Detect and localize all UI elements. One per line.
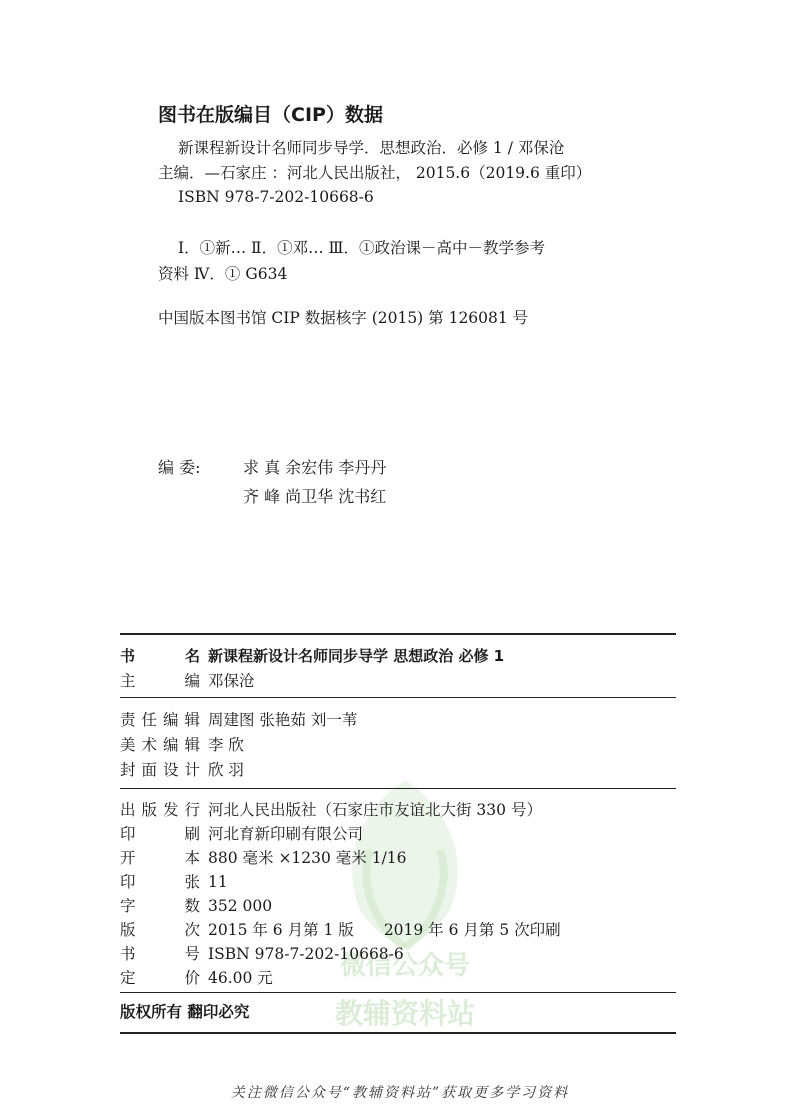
cip-record-number: 中国版本图书馆 CIP 数据核字 (2015) 第 126081 号 — [158, 309, 529, 327]
format-value: 880 毫米 ×1230 毫米 1/16 — [208, 849, 407, 867]
colophon-edition — [120, 918, 561, 940]
editors-row-2: 齐 峰 尚卫华 沈书红 — [243, 487, 387, 506]
divider-1 — [120, 697, 676, 698]
chief-editor-value: 邓保沧 — [208, 672, 255, 690]
colophon-chief-editor — [120, 669, 255, 691]
colophon-format — [120, 846, 407, 868]
cip-isbn: ISBN 978-7-202-10668-6 — [178, 188, 374, 206]
sheets-label: 印张 — [120, 873, 200, 891]
footer-note: 关注微信公众号“教辅资料站”获取更多学习资料 — [230, 1085, 570, 1101]
edition-label: 版次 — [120, 921, 200, 939]
edition-value: 2015 年 6 月第 1 版 — [208, 921, 354, 939]
colophon-printer — [120, 822, 363, 844]
colophon-isbn — [120, 942, 404, 964]
format-label: 开本 — [120, 849, 200, 867]
price-value: 46.00 元 — [208, 969, 273, 987]
divider-bottom — [120, 1032, 676, 1034]
printer-value: 河北育新印刷有限公司 — [208, 825, 364, 843]
art-editor-value: 李 欣 — [208, 736, 244, 754]
colophon-book-name — [120, 645, 504, 666]
colophon-word-count — [120, 894, 272, 916]
editors-row-1: 求 真 余宏伟 李丹丹 — [243, 458, 387, 477]
responsible-editor-value: 周建图 张艳茹 刘一苇 — [208, 711, 358, 729]
book-name-label: 书名 — [120, 647, 200, 665]
divider-2 — [120, 788, 676, 789]
cip-line-2: 主编．—石家庄 ：河北人民出版社， 2015.6（2019.6 重印） — [158, 164, 592, 182]
isbn-value: ISBN 978-7-202-10668-6 — [208, 945, 404, 963]
cip-classification-1: Ⅰ．①新… Ⅱ．①邓… Ⅲ．①政治课－高中－教学参考 — [178, 239, 545, 257]
book-name-value: 新课程新设计名师同步导学 思想政治 必修 1 — [208, 647, 505, 665]
copyright-notice: 版权所有 翻印必究 — [120, 1003, 250, 1021]
publisher-label: 出版发行 — [120, 801, 200, 819]
colophon-cover-design — [120, 758, 244, 780]
divider-top — [120, 633, 676, 635]
word-count-value: 352 000 — [208, 897, 273, 915]
editors-label: 编 委: — [158, 458, 201, 477]
watermark-text-line2: 教辅资料站 — [334, 997, 475, 1030]
word-count-label: 字数 — [120, 897, 200, 915]
cip-title: 图书在版编目（CIP）数据 — [158, 104, 383, 126]
chief-editor-label: 主编 — [120, 672, 200, 690]
cip-line-1: 新课程新设计名师同步导学．思想政治．必修 1 / 邓保沧 — [178, 139, 565, 157]
printer-label: 印刷 — [120, 825, 200, 843]
sheets-value: 11 — [208, 873, 228, 891]
responsible-editor-label: 责任编辑 — [120, 711, 200, 729]
watermark-text-line1: 微信公众号 — [339, 951, 470, 981]
colophon-art-editor — [120, 733, 244, 755]
printing-value: 2019 年 6 月第 5 次印刷 — [383, 921, 561, 939]
art-editor-label: 美术编辑 — [120, 736, 200, 754]
divider-3 — [120, 992, 676, 993]
colophon-responsible-editor — [120, 708, 357, 730]
colophon-sheets — [120, 870, 228, 892]
colophon-publisher — [120, 798, 542, 820]
publisher-value: 河北人民出版社（石家庄市友谊北大街 330 号） — [208, 801, 542, 819]
colophon-price — [120, 966, 273, 988]
cover-design-label: 封面设计 — [120, 761, 200, 779]
cip-classification-2: 资料 Ⅳ．① G634 — [158, 265, 288, 283]
cover-design-value: 欣 羽 — [208, 761, 244, 779]
isbn-label: 书号 — [120, 945, 200, 963]
price-label: 定价 — [120, 969, 200, 987]
